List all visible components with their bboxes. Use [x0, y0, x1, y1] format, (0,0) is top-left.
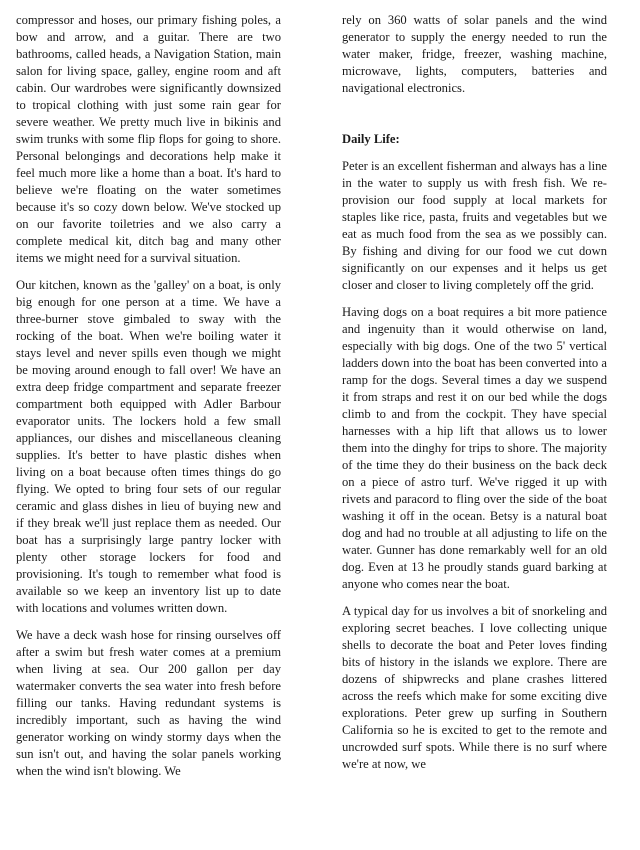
paragraph-galley: Our kitchen, known as the 'galley' on a boat, is only big enough for one person at a time. We have a three-burner stove gimbaled to sway with the rocking of the boat. When we're boiling water it stays level and never spills even though we might be moving around enough to fall over! We have an extra deep fridge compartment and separate freezer compartment both equipped with Adler Barbour evaporator units. The lockers hold a few small appliances, our dishes and miscellaneous cleaning supplies. It's better to have plastic dishes when living on a boat because often times things do go flying. We opted to bring four sets of our regular ceramic and glass dishes in lieu of buying new and if they break we'll just replace them as needed. Our boat has a surprisingly large pantry locker with plenty other storage lockers for food and provisioning. It's tough to remember what food is available so we keep an inventory list up to date with locations and volumes written down. — [16, 278, 281, 615]
section-heading-daily-life: Daily Life: — [342, 132, 400, 146]
paragraph-typical-day: A typical day for us involves a bit of snorkeling and exploring secret beaches. I love collecting unique shells to decorate the boat and Peter loves finding bits of history in the islands we explore. There are dozens of shipwrecks and plane crashes littered across the reefs which make for some exciting dive explorations. Peter grew up surfing in Southern California so he is excited to get to the remote and uncrowded surf spots. While there is no surf where we're at now, we — [342, 604, 607, 771]
paragraph-power-supply: rely on 360 watts of solar panels and the wind generator to supply the energy needed to run the water maker, fridge, freezer, washing machine, microwave, lights, computers, batteries and navigational electronics. — [342, 13, 607, 95]
section-spacer — [342, 107, 607, 131]
paragraph-fresh-water: We have a deck wash hose for rinsing ourselves off after a swim but fresh water comes at a premium when living at sea. Our 200 gallon per day watermaker converts the sea water into fresh before filling our tanks. Having redundant systems is incredibly important, such as having the wind generator working on windy stormy days when the sun isn't out, and having the solar panels working when the wind isn't blowing. We — [16, 628, 281, 778]
paragraph-fishing: Peter is an excellent fisherman and always has a line in the water to supply us with fresh fish. We re-provision our food supply at local markets for staples like rice, pasta, fruits and vegetables but we eat as much food from the sea as we possibly can. By fishing and diving for our food we cut down significantly on our expenses and it helps us get closer and closer to living completely off the grid. — [342, 159, 607, 292]
left-column — [16, 12, 281, 790]
paragraph-dogs: Having dogs on a boat requires a bit more patience and ingenuity than it would otherwise on land, especially with big dogs. One of the two 5' vertical ladders down into the boat has been converted into a ramp for the dogs. Several times a day we suspend it from straps and rest it on our bed while the dogs climb to and from the cockpit. They have special harnesses with a hip lift that allows us to lower them into the dinghy for trips to shore. The majority of the time they do their business on the back deck on a piece of astro turf. We've rigged it up with rivets and paracord to fling over the side of the boat washing it off in the ocean. Betsy is a natural boat dog and had no trouble at all adjusting to life on the water. Gunner has done remarkably well for an old dog. Even at 13 he proudly stands guard barking at anyone who comes near the boat. — [342, 305, 607, 591]
right-column — [342, 12, 607, 783]
paragraph-equipment-and-layout: compressor and hoses, our primary fishing poles, a bow and arrow, and a guitar. There are two bathrooms, called heads, a Navigation Station, main salon for living space, galley, engine room and aft cabin. Our wardrobes were significantly downsized to tropical clothing with just some rain gear for severe weather. We pretty much live in bikinis and swim trunks with some flip flops for going to shore. Personal belongings and decorations help make it feel much more like a home than a boat. It's hard to believe we're floating on the water sometimes because it's so cozy down below. We've stocked up on our favorite toiletries and we also carry a complete medical kit, ditch bag and many other items we might need for a survival situation. — [16, 13, 281, 265]
